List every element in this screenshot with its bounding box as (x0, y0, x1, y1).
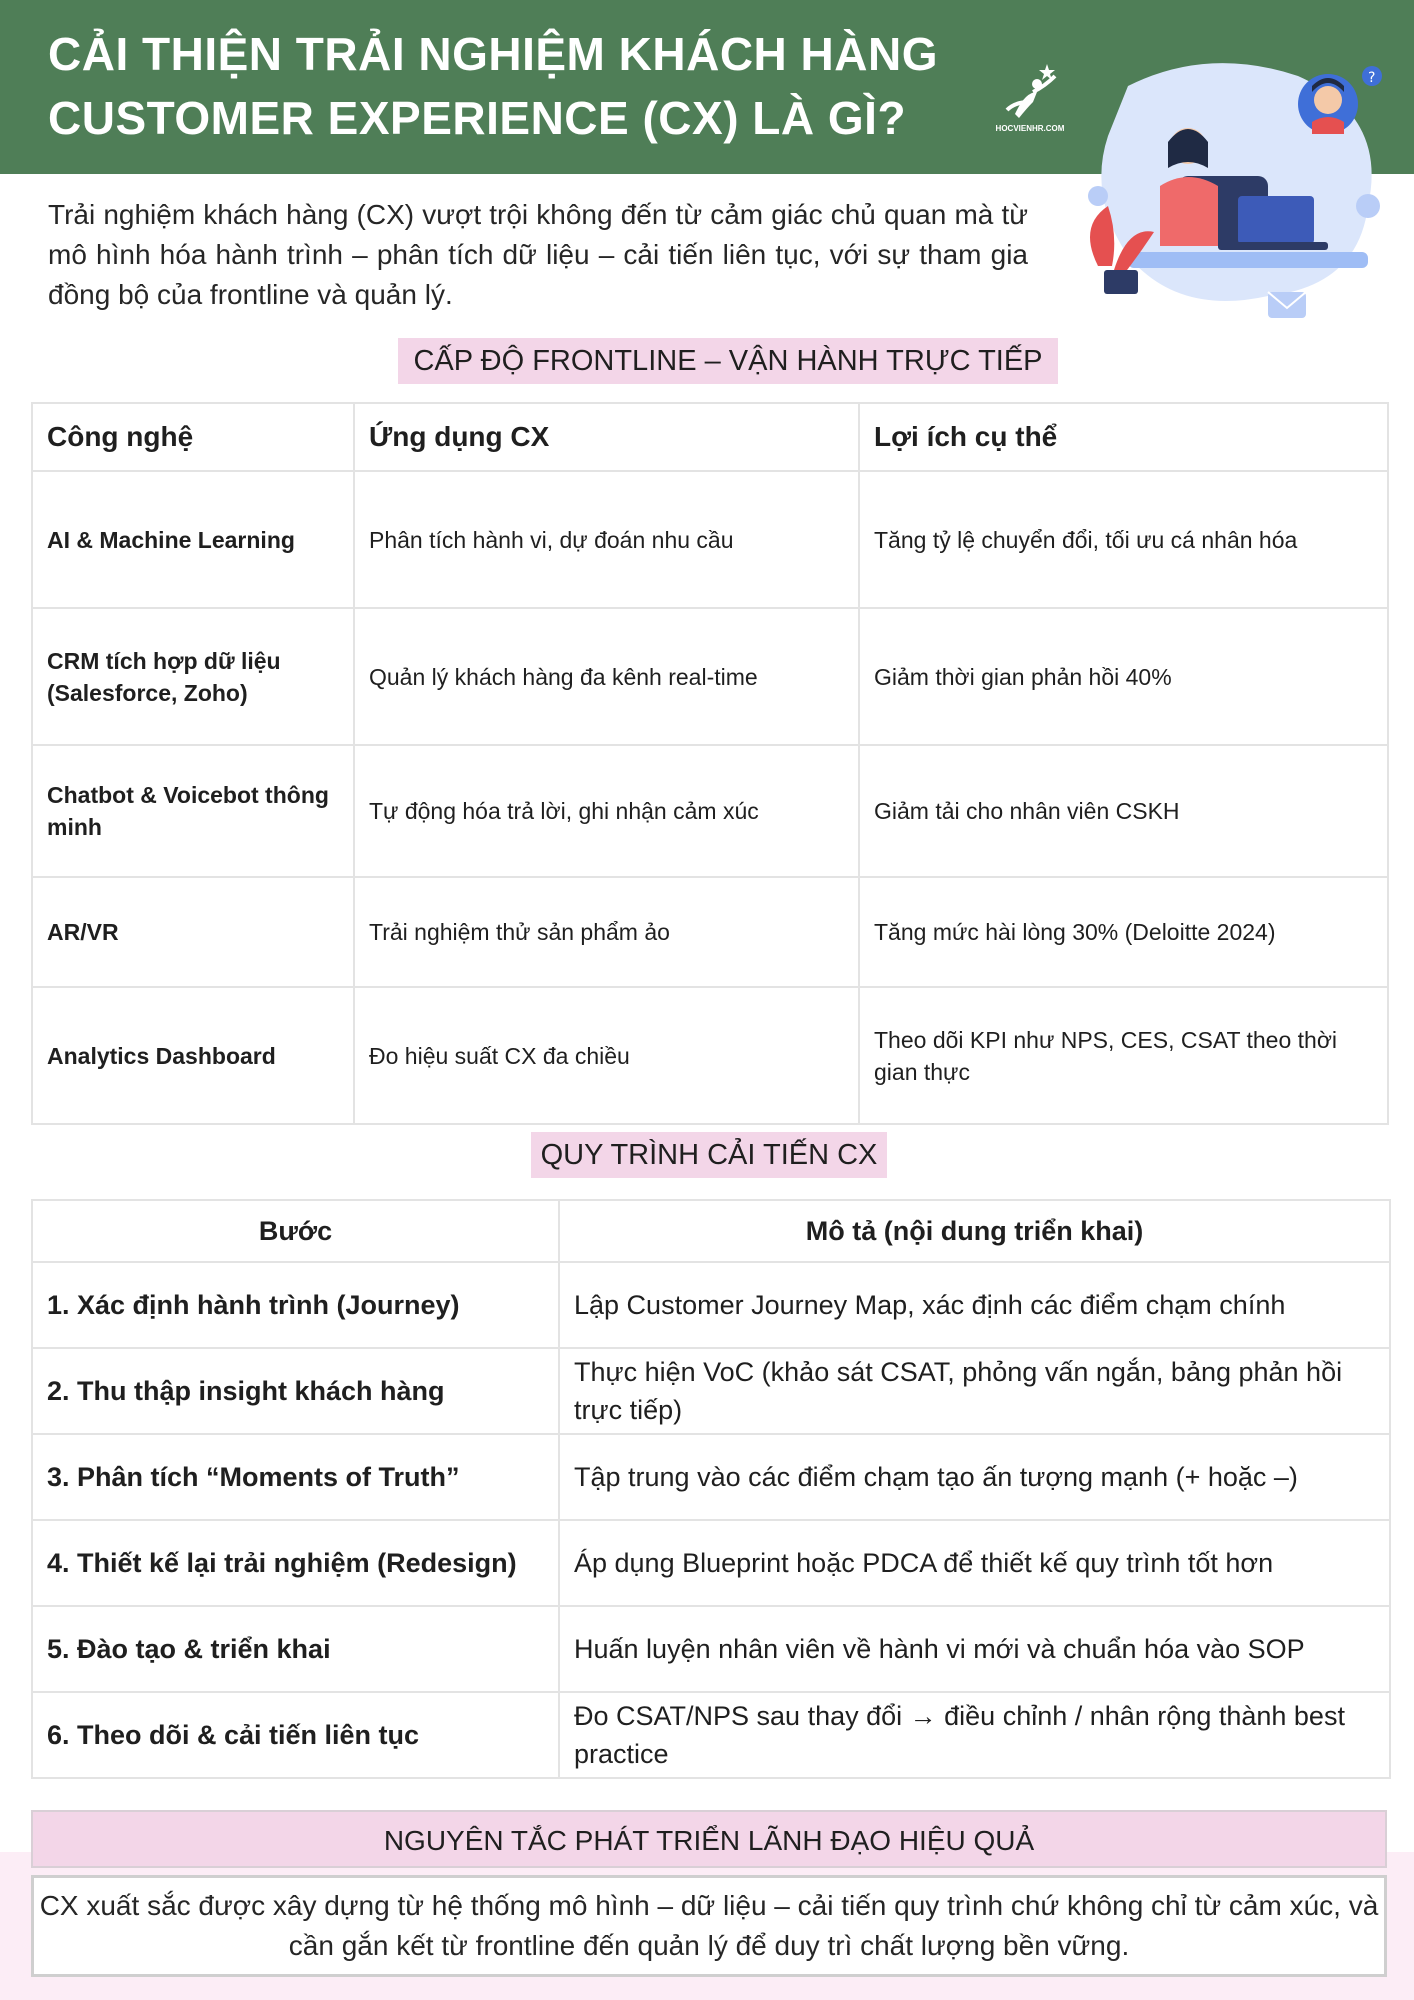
step-cell: 4. Thiết kế lại trải nghiệm (Redesign) (32, 1520, 559, 1606)
app-cell: Tự động hóa trả lời, ghi nhận cảm xúc (354, 745, 859, 877)
tech-cell: Chatbot & Voicebot thông minh (32, 745, 354, 877)
app-cell: Đo hiệu suất CX đa chiều (354, 987, 859, 1124)
table-header-row (32, 403, 1388, 471)
process-table (31, 1199, 1391, 1779)
benefit-cell: Giảm thời gian phản hồi 40% (859, 608, 1388, 745)
column-header: Mô tả (nội dung triển khai) (559, 1200, 1390, 1262)
table-row (32, 471, 1388, 608)
tech-cell: CRM tích hợp dữ liệu (Salesforce, Zoho) (32, 608, 354, 745)
app-cell: Trải nghiệm thử sản phẩm ảo (354, 877, 859, 987)
column-header: Công nghệ (32, 403, 354, 471)
benefit-cell: Tăng mức hài lòng 30% (Deloitte 2024) (859, 877, 1388, 987)
technology-table (31, 402, 1389, 1125)
benefit-cell: Giảm tải cho nhân viên CSKH (859, 745, 1388, 877)
footer-summary: CX xuất sắc được xây dựng từ hệ thống mô hình – dữ liệu – cải tiến quy trình chứ không chỉ từ cảm xúc, và cần gắn kết từ frontline đến quản lý để duy trì chất lượng bền vững. (31, 1875, 1387, 1977)
footer-title: NGUYÊN TẮC PHÁT TRIỂN LÃNH ĐẠO HIỆU QUẢ (31, 1810, 1387, 1868)
logo-text: HOCVIENHR.COM (995, 124, 1065, 133)
title-line-1: CẢI THIỆN TRẢI NGHIỆM KHÁCH HÀNG (48, 28, 938, 80)
table-row (32, 608, 1388, 745)
table-row (32, 877, 1388, 987)
table-row (32, 987, 1388, 1124)
table-row (32, 1692, 1390, 1778)
table-row (32, 1262, 1390, 1348)
step-cell: 1. Xác định hành trình (Journey) (32, 1262, 559, 1348)
table-row (32, 745, 1388, 877)
table-row (32, 1434, 1390, 1520)
step-cell: 6. Theo dõi & cải tiến liên tục (32, 1692, 559, 1778)
column-header: Lợi ích cụ thể (859, 403, 1388, 471)
description-cell: Tập trung vào các điểm chạm tạo ấn tượng mạnh (+ hoặc –) (559, 1434, 1390, 1520)
tech-cell: AI & Machine Learning (32, 471, 354, 608)
table-header-row (32, 1200, 1390, 1262)
column-header: Ứng dụng CX (354, 403, 859, 471)
intro-paragraph: Trải nghiệm khách hàng (CX) vượt trội không đến từ cảm giác chủ quan mà từ mô hình hóa hành trình – phân tích dữ liệu – cải tiến liên tục, với sự tham gia đồng bộ của frontline và quản lý. (48, 199, 1028, 310)
section-label-frontline: CẤP ĐỘ FRONTLINE – VẬN HÀNH TRỰC TIẾP (398, 338, 1058, 384)
column-header: Bước (32, 1200, 559, 1262)
step-cell: 3. Phân tích “Moments of Truth” (32, 1434, 559, 1520)
page-title (48, 22, 1048, 150)
description-cell: Áp dụng Blueprint hoặc PDCA để thiết kế quy trình tốt hơn (559, 1520, 1390, 1606)
table-row (32, 1606, 1390, 1692)
tech-cell: Analytics Dashboard (32, 987, 354, 1124)
description-cell: Thực hiện VoC (khảo sát CSAT, phỏng vấn ngắn, bảng phản hồi trực tiếp) (559, 1348, 1390, 1434)
section-label-process: QUY TRÌNH CẢI TIẾN CX (531, 1132, 887, 1178)
customer-service-illustration (1068, 56, 1398, 346)
step-cell: 5. Đào tạo & triển khai (32, 1606, 559, 1692)
step-cell: 2. Thu thập insight khách hàng (32, 1348, 559, 1434)
logo (985, 62, 1075, 140)
svg-text:?: ? (1368, 70, 1376, 86)
description-cell: Huấn luyện nhân viên về hành vi mới và chuẩn hóa vào SOP (559, 1606, 1390, 1692)
title-line-2: CUSTOMER EXPERIENCE (CX) LÀ GÌ? (48, 92, 907, 144)
description-cell: Lập Customer Journey Map, xác định các điểm chạm chính (559, 1262, 1390, 1348)
table-row (32, 1520, 1390, 1606)
description-cell: Đo CSAT/NPS sau thay đổi → điều chỉnh / nhân rộng thành best practice (559, 1692, 1390, 1778)
app-cell: Phân tích hành vi, dự đoán nhu cầu (354, 471, 859, 608)
tech-cell: AR/VR (32, 877, 354, 987)
table-row (32, 1348, 1390, 1434)
app-cell: Quản lý khách hàng đa kênh real-time (354, 608, 859, 745)
logo-runner-icon (985, 62, 1075, 124)
benefit-cell: Theo dõi KPI như NPS, CES, CSAT theo thời gian thực (859, 987, 1388, 1124)
benefit-cell: Tăng tỷ lệ chuyển đổi, tối ưu cá nhân hóa (859, 471, 1388, 608)
